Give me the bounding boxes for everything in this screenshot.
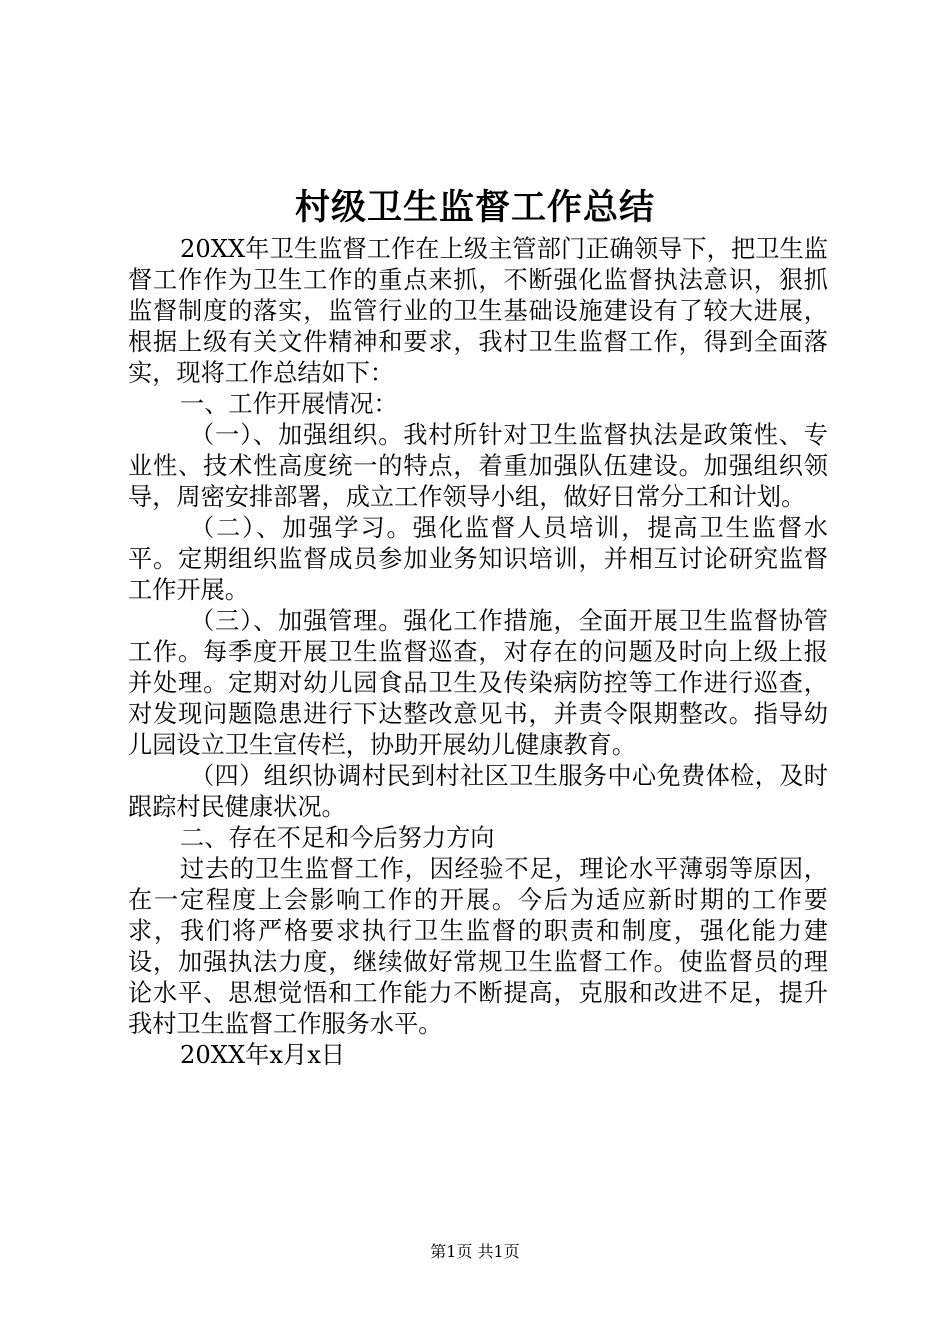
document-title: 村级卫生监督工作总结 xyxy=(294,187,655,228)
document-date: 20XX年x月x日 xyxy=(180,1041,346,1069)
item-paragraph-organization: （一）、加强组织。我村所针对卫生监督执法是政策性、专业性、技术性高度统一的特点，着重加强队伍建设。加强组织领导，周密安排部署，成立工作领导小组，做好日常分工和计划。 xyxy=(128,421,828,511)
section-heading-shortcomings: 二、存在不足和今后努力方向 xyxy=(180,824,495,852)
item-paragraph-management: （三）、加强管理。强化工作措施，全面开展卫生监督协管工作。每季度开展卫生监督巡查，对存在的问题及时向上级上报并处理。定期对幼儿园食品卫生及传染病防控等工作进行巡查，对发现问题隐患进行下达整改意见书，并责令限期整改。指导幼儿园设立卫生宣传栏，协助开展幼儿健康教育。 xyxy=(128,607,828,759)
intro-paragraph: 20XX年卫生监督工作在上级主管部门正确领导下，把卫生监督工作作为卫生工作的重点来抓，不断强化监督执法意识，狠抓监督制度的落实，监管行业的卫生基础设施建设有了较大进展，根据上级有关文件精神和要求，我村卫生监督工作，得到全面落实，现将工作总结如下： xyxy=(128,235,828,387)
document-body xyxy=(128,234,828,1071)
item-paragraph-health-check: （四）组织协调村民到村社区卫生服务中心免费体检，及时跟踪村民健康状况。 xyxy=(128,762,828,821)
section-heading-work-status: 一、工作开展情况： xyxy=(180,390,398,418)
shortcomings-paragraph: 过去的卫生监督工作，因经验不足，理论水平薄弱等原因，在一定程度上会影响工作的开展。今后为适应新时期的工作要求，我们将严格要求执行卫生监督的职责和制度，强化能力建设，加强执法力度，继续做好常规卫生监督工作。使监督员的理论水平、思想觉悟和工作能力不断提高，克服和改进不足，提升我村卫生监督工作服务水平。 xyxy=(128,855,828,1038)
page-footer: 第1页 共1页 xyxy=(430,1242,520,1261)
item-paragraph-learning: （二）、加强学习。强化监督人员培训，提高卫生监督水平。定期组织监督成员参加业务知识培训，并相互讨论研究监督工作开展。 xyxy=(128,514,828,604)
